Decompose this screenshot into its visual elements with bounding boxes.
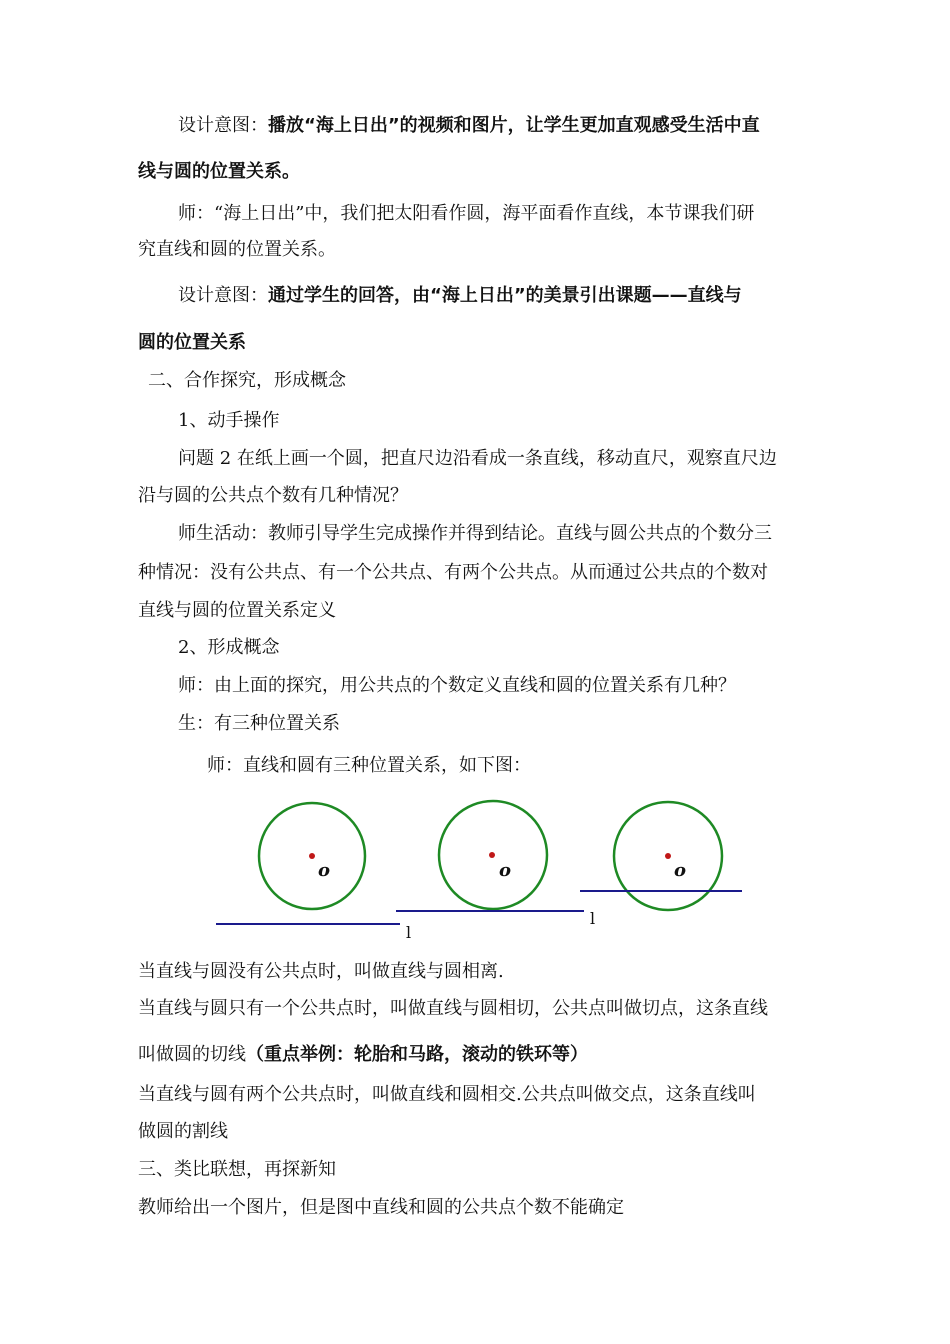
definition-intersect-cont: 做圆的割线 bbox=[138, 1121, 228, 1142]
design-intent-2 bbox=[178, 284, 742, 308]
center-dot bbox=[665, 853, 671, 859]
paragraph-line: 究直线和圆的位置关系。 bbox=[138, 239, 336, 260]
design-intent-text: 圆的位置关系 bbox=[138, 332, 246, 353]
design-intent-text: 线与圆的位置关系。 bbox=[138, 161, 300, 182]
subsection-heading: 2、形成概念 bbox=[178, 637, 280, 658]
design-intent-text: 通过学生的回答，由“海上日出”的美景引出课题——直线与 bbox=[268, 285, 742, 306]
subsection-heading: 1、动手操作 bbox=[178, 410, 280, 431]
design-intent-2-cont bbox=[138, 331, 246, 355]
line-label: l bbox=[406, 923, 412, 942]
paragraph-line: 师生活动：教师引导学生完成操作并得到结论。直线与圆公共点的个数分三 bbox=[178, 523, 772, 544]
design-intent-1 bbox=[178, 114, 760, 138]
design-intent-label: 设计意图： bbox=[178, 285, 268, 306]
section-heading-2: 二、合作探究，形成概念 bbox=[148, 370, 346, 391]
figure-panel-intersect bbox=[580, 802, 742, 910]
paragraph-line: 教师给出一个图片，但是图中直线和圆的公共点个数不能确定 bbox=[138, 1197, 624, 1218]
paragraph-line: 师：“海上日出”中，我们把太阳看作圆，海平面看作直线，本节课我们研 bbox=[178, 203, 755, 224]
figure-panel-tangent bbox=[396, 801, 595, 928]
definition-intersect: 当直线与圆有两个公共点时，叫做直线和圆相交.公共点叫做交点，这条直线叫 bbox=[138, 1084, 756, 1105]
paragraph-line: 生：有三种位置关系 bbox=[178, 713, 340, 734]
design-intent-text: 播放“海上日出”的视频和图片，让学生更加直观感受生活中直 bbox=[268, 115, 760, 136]
paragraph-line: 师：直线和圆有三种位置关系，如下图： bbox=[207, 755, 531, 776]
figure-panel-separate bbox=[216, 803, 411, 942]
line-label: l bbox=[590, 909, 596, 928]
paragraph-line: 问题 2 在纸上画一个圆，把直尺边沿看成一条直线，移动直尺，观察直尺边 bbox=[178, 448, 777, 469]
key-example-text: （重点举例：轮胎和马路，滚动的铁环等） bbox=[246, 1044, 588, 1065]
line-circle-figure bbox=[200, 792, 760, 942]
paragraph-line: 师：由上面的探究，用公共点的个数定义直线和圆的位置关系有几种？ bbox=[178, 675, 736, 696]
center-dot bbox=[489, 852, 495, 858]
design-intent-label: 设计意图： bbox=[178, 115, 268, 136]
definition-separate: 当直线与圆没有公共点时，叫做直线与圆相离. bbox=[138, 961, 504, 982]
paragraph-line: 直线与圆的位置关系定义 bbox=[138, 600, 336, 621]
center-label: o bbox=[318, 860, 331, 881]
paragraph-line: 沿与圆的公共点个数有几种情况？ bbox=[138, 485, 408, 506]
center-label: o bbox=[674, 860, 687, 881]
center-label: o bbox=[499, 860, 512, 881]
section-heading-3: 三、类比联想，再探新知 bbox=[138, 1159, 336, 1180]
design-intent-1-cont bbox=[138, 160, 300, 184]
center-dot bbox=[309, 853, 315, 859]
paragraph-line: 种情况：没有公共点、有一个公共点、有两个公共点。从而通过公共点的个数对 bbox=[138, 562, 768, 583]
definition-tangent: 当直线与圆只有一个公共点时，叫做直线与圆相切，公共点叫做切点，这条直线 bbox=[138, 998, 768, 1019]
paragraph-text: 叫做圆的切线 bbox=[138, 1044, 246, 1065]
definition-tangent-cont bbox=[138, 1043, 588, 1067]
